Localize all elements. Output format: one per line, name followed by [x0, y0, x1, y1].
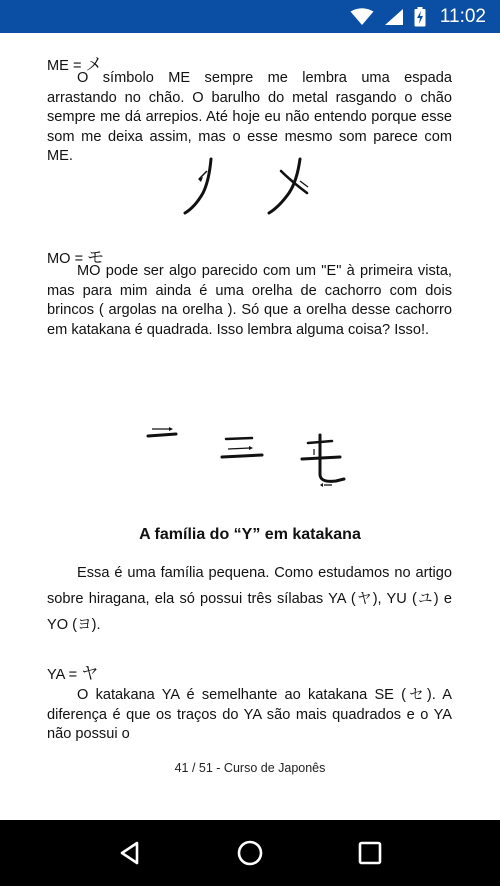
section-title: A família do “Y” em katakana — [139, 526, 361, 543]
home-button[interactable] — [228, 831, 272, 875]
battery-charging-icon — [414, 7, 426, 27]
me-heading-text: ME = — [47, 58, 86, 74]
wifi-icon — [350, 8, 374, 26]
home-icon — [236, 839, 264, 867]
mo-heading-text: MO = — [47, 251, 88, 267]
me-heading-kana: メ — [85, 55, 103, 75]
kana-yo: ヨ — [77, 616, 92, 633]
ya-heading-kana: ヤ — [81, 664, 99, 684]
ya-paragraph — [47, 685, 452, 745]
ya-heading — [47, 659, 98, 684]
intro-text-4: ). — [91, 617, 101, 633]
mo-stroke-illustration — [140, 421, 360, 493]
ya-heading-text: YA = — [47, 667, 82, 683]
intro-text-3: ) e YO ( — [47, 591, 452, 633]
mo-heading-kana: モ — [87, 248, 105, 268]
intro-text-2: ), YU ( — [372, 591, 417, 607]
clock: 11:02 — [439, 5, 486, 27]
navigation-bar — [0, 820, 500, 886]
ya-text-2: ). A diferença é que os traços do YA são mais quadrados e o YA não possui o — [47, 687, 452, 742]
page-footer: 41 / 51 - Curso de Japonês — [174, 761, 326, 775]
me-paragraph-text: O símbolo ME sempre me lembra uma espada arrastando no chão. O barulho do metal rasgando o chão sempre me dá arrepios. Até hoje eu não entendo porque esse som me deixa assim, mas o esse mesmo som parece com ME. — [47, 70, 452, 164]
recents-icon — [358, 841, 382, 865]
kana-yu: ユ — [416, 590, 434, 607]
status-bar — [0, 0, 500, 33]
back-button[interactable] — [108, 831, 152, 875]
document-page[interactable] — [0, 33, 500, 820]
kana-se: セ — [405, 686, 427, 703]
kana-ya: ヤ — [355, 590, 373, 607]
me-stroke-illustration — [175, 151, 325, 219]
recents-button[interactable] — [348, 831, 392, 875]
back-icon — [117, 840, 143, 866]
mo-paragraph-text: MO pode ser algo parecido com um "E" à primeira vista, mas para mim ainda é uma orelha de cachorro com dois brincos ( argolas na orelha ). Só que a orelha desse cachorro em katakana é quadrada. Isso lembra alguma coisa? Isso!. — [47, 263, 452, 338]
signal-icon — [384, 8, 404, 26]
intro-paragraph — [47, 561, 452, 638]
mo-paragraph — [47, 262, 452, 340]
intro-text-1: Essa é uma família pequena. Como estudamos no artigo sobre hiragana, ela só possui três sílabas YA ( — [47, 565, 452, 607]
ya-text-1: O katakana YA é semelhante ao katakana SE ( — [77, 687, 406, 703]
